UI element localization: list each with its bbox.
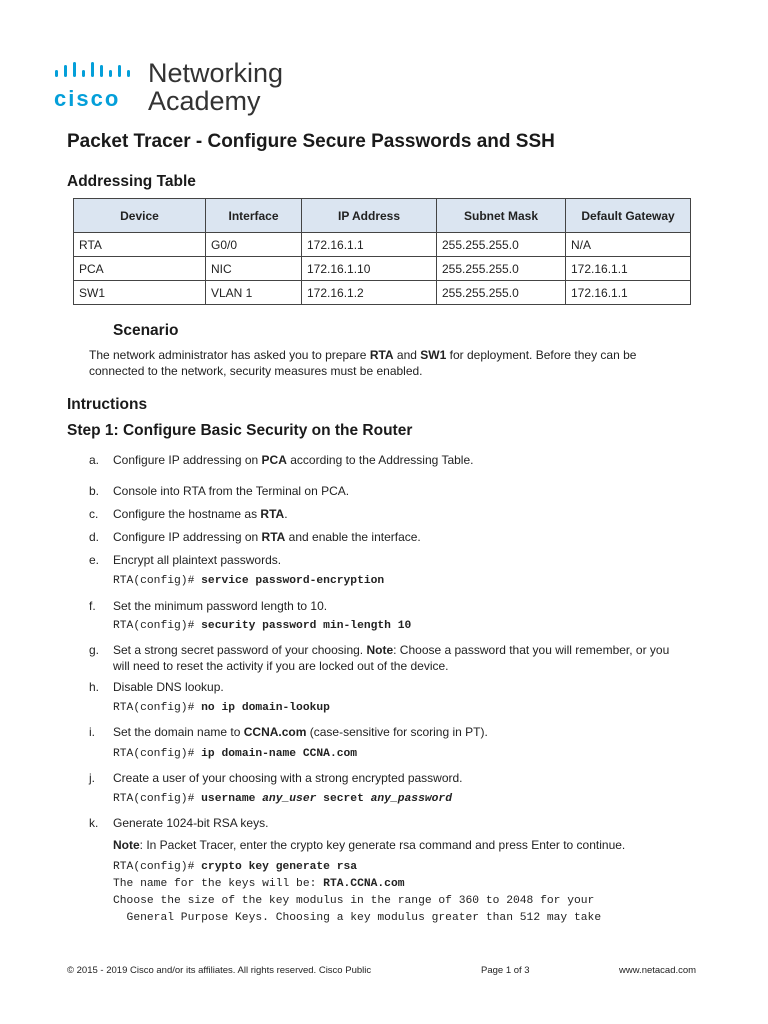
code-prompt: RTA(config)# [113,748,202,760]
note-k [113,837,625,853]
item-text: Create a user of your choosing with a strong encrypted password. [113,771,463,785]
code-line [113,618,411,635]
table-cell: VLAN 1 [206,281,302,305]
table-cell: 172.16.1.10 [302,257,437,281]
code-prompt: RTA(config)# [113,620,202,632]
item-text: Generate 1024-bit RSA keys. [113,816,269,830]
footer-url-link[interactable]: www.netacad.com [619,965,697,976]
table-cell: G0/0 [206,233,302,257]
code-arg: any_password [370,793,452,805]
code-prompt: RTA(config)# [113,861,202,873]
item-text: Disable DNS lookup. [113,680,224,694]
item-text: Configure the hostname as [113,507,261,521]
table-cell: 172.16.1.1 [566,281,691,305]
code-line [113,746,357,763]
addressing-table-heading: Addressing Table [67,173,196,190]
cisco-networking-academy-logo [54,58,314,118]
code-command: secret [316,793,371,805]
scenario-heading: Scenario [113,322,179,339]
table-row [74,257,691,281]
cisco-wordmark: cisco [54,86,121,111]
list-letter: e. [89,553,100,567]
item-text: . [284,507,288,521]
code-command: username [201,793,263,805]
table-cell: N/A [566,233,691,257]
instructions-heading: Intructions [67,396,148,413]
list-letter: k. [89,816,99,830]
list-letter: c. [89,507,99,521]
note-label: Note [113,838,140,852]
scenario-bold-sw1: SW1 [420,348,447,362]
item-text: Configure IP addressing on [113,530,262,544]
item-text: Set the domain name to [113,725,244,739]
table-cell: RTA [74,233,206,257]
note-text: : In Packet Tracer, enter the crypto key generate rsa command and press Enter to continue. [139,838,626,852]
table-cell: 172.16.1.1 [302,233,437,257]
table-cell: PCA [74,257,206,281]
item-text: Console into RTA from the Terminal on PCA. [113,484,350,498]
step1-heading: Step 1: Configure Basic Security on the Router [67,422,413,439]
table-cell: 172.16.1.2 [302,281,437,305]
item-bold: CCNA.com [243,725,307,739]
list-letter: d. [89,530,100,544]
cisco-bars-icon [54,62,140,82]
item-bold: Note [366,643,394,657]
code-prompt: RTA(config)# [113,575,202,587]
addressing-table [73,198,691,305]
item-text: will need to reset the activity if you are locked out of the device. [113,659,449,673]
table-cell: 255.255.255.0 [437,233,566,257]
code-output: Choose the size of the key modulus in the range of 360 to 2048 for your [113,895,595,907]
code-prompt: RTA(config)# [113,702,202,714]
list-letter: b. [89,484,100,498]
item-text: Set the minimum password length to 10. [113,599,328,613]
item-text: according to the Addressing Table. [286,453,474,467]
table-header-row [74,199,691,233]
code-command: service password-encryption [201,575,385,587]
code-line [113,791,452,808]
list-letter: g. [89,643,100,657]
logo-networking: Networking [148,58,284,88]
footer-copyright: © 2015 - 2019 Cisco and/or its affiliates. All rights reserved. Cisco Public [67,965,372,976]
item-text: Encrypt all plaintext passwords. [113,553,282,567]
code-line [113,700,330,717]
table-cell: SW1 [74,281,206,305]
table-row [74,233,691,257]
scenario-text-part: for deployment. Before they can be [446,348,637,362]
column-header: Default Gateway [566,199,691,233]
code-output-bold: RTA.CCNA.com [323,878,405,890]
table-cell: 172.16.1.1 [566,257,691,281]
footer-page: Page 1 of 3 [481,965,530,976]
list-letter: i. [89,725,95,739]
item-text: Configure IP addressing on [113,453,262,467]
code-command: security password min-length 10 [201,620,412,632]
column-header: IP Address [302,199,437,233]
code-command: crypto key generate rsa [201,861,358,873]
scenario-text-part: and [393,348,421,362]
code-prompt: RTA(config)# [113,793,202,805]
item-text: and enable the interface. [285,530,421,544]
code-command: no ip domain-lookup [201,702,330,714]
page-title: Packet Tracer - Configure Secure Passwords and SSH [67,131,555,152]
code-arg: any_user [262,793,317,805]
code-block-rsa [113,859,601,927]
column-header: Interface [206,199,302,233]
list-letter: h. [89,680,100,694]
code-output: General Purpose Keys. Choosing a key modulus greater than 512 may take [113,912,602,924]
code-output: The name for the keys will be: [113,878,324,890]
scenario-text [89,347,709,379]
item-text: (case-sensitive for scoring in PT). [306,725,488,739]
item-text: : Choose a password that you will remember, or you [393,643,670,657]
code-line [113,573,384,590]
item-text: Set a strong secret password of your choosing. [113,643,367,657]
table-cell: 255.255.255.0 [437,257,566,281]
list-letter: a. [89,453,100,467]
item-bold: RTA [260,507,285,521]
logo-academy: Academy [148,86,261,116]
list-letter: j. [89,771,95,785]
item-bold: RTA [261,530,286,544]
scenario-bold-rta: RTA [369,348,394,362]
table-row [74,281,691,305]
table-cell: NIC [206,257,302,281]
table-cell: 255.255.255.0 [437,281,566,305]
code-command: ip domain-name CCNA.com [201,748,358,760]
list-letter: f. [89,599,96,613]
scenario-text-part: The network administrator has asked you to prepare [89,348,370,362]
scenario-text-line2: connected to the network, security measures must be enabled. [89,364,423,378]
column-header: Device [74,199,206,233]
item-bold: PCA [261,453,287,467]
column-header: Subnet Mask [437,199,566,233]
